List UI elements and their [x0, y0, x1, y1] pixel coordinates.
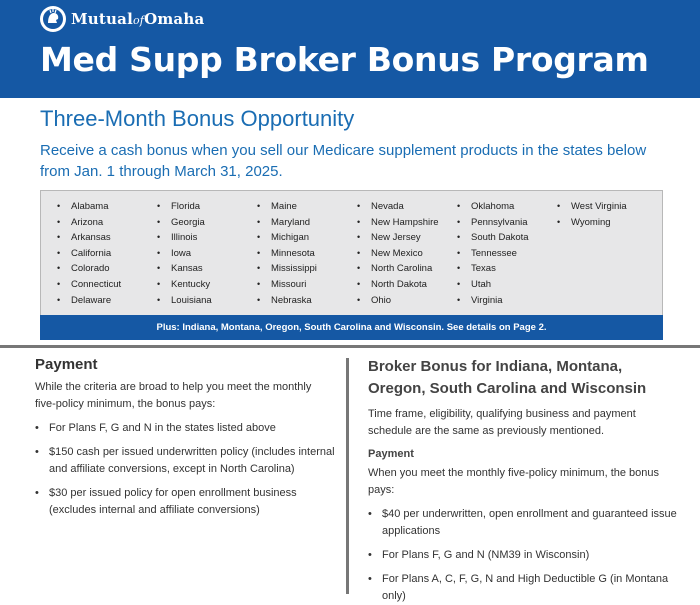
logo-wordmark: MutualofOmaha — [71, 10, 205, 28]
state-item: • Florida — [157, 199, 257, 215]
payment-bullets — [35, 420, 335, 519]
state-column — [157, 199, 257, 308]
state-item: • Minnesota — [257, 246, 357, 262]
indian-head-icon — [40, 6, 66, 32]
states-grid — [57, 199, 657, 308]
state-column — [557, 199, 657, 308]
payment-heading: Payment — [35, 356, 98, 373]
state-item: • South Dakota — [457, 230, 557, 246]
state-item: • Virginia — [457, 293, 557, 309]
list-item: • For Plans A, C, F, G, N and High Deductible G (in Montana only) — [368, 571, 678, 605]
list-item: • For Plans F, G and N in the states listed above — [35, 420, 335, 437]
states-list-box — [40, 190, 663, 340]
state-item: • Nebraska — [257, 293, 357, 309]
state-item: • Pennsylvania — [457, 215, 557, 231]
state-item: • Delaware — [57, 293, 157, 309]
state-item: • Colorado — [57, 261, 157, 277]
state-column — [57, 199, 157, 308]
state-item: • Georgia — [157, 215, 257, 231]
list-item: • $30 per issued policy for open enrollment business (excludes internal and affiliate conversions) — [35, 485, 335, 519]
state-item: • North Carolina — [357, 261, 457, 277]
horizontal-divider — [0, 345, 700, 348]
state-item: • New Jersey — [357, 230, 457, 246]
state-item: • California — [57, 246, 157, 262]
state-item: • Connecticut — [57, 277, 157, 293]
state-item: • New Hampshire — [357, 215, 457, 231]
broker-bonus-heading: Broker Bonus for Indiana, Montana, Oregon, South Carolina and Wisconsin — [368, 358, 647, 397]
state-item: • Maryland — [257, 215, 357, 231]
broker-payment-bullets — [368, 506, 678, 605]
state-item: • Michigan — [257, 230, 357, 246]
state-column — [257, 199, 357, 308]
intro-text: Receive a cash bonus when you sell our Medicare supplement products in the states below from Jan. 1 through March 31, 2025. — [40, 142, 647, 180]
state-item: • Missouri — [257, 277, 357, 293]
state-item: • Wyoming — [557, 215, 657, 231]
state-item: • Kansas — [157, 261, 257, 277]
state-item: • Utah — [457, 277, 557, 293]
state-item: • North Dakota — [357, 277, 457, 293]
state-item: • Maine — [257, 199, 357, 215]
list-item: • $150 cash per issued underwritten policy (includes internal and affiliate conversions, except in North Carolina) — [35, 444, 335, 478]
state-item: • Tennessee — [457, 246, 557, 262]
payment-intro: While the criteria are broad to help you meet the monthly five-policy minimum, the bonus pays: — [35, 381, 312, 410]
list-item: • $40 per underwritten, open enrollment and guaranteed issue applications — [368, 506, 678, 540]
state-item: • New Mexico — [357, 246, 457, 262]
state-item: • Mississippi — [257, 261, 357, 277]
state-item: • Louisiana — [157, 293, 257, 309]
state-item: • Illinois — [157, 230, 257, 246]
state-item: • Iowa — [157, 246, 257, 262]
mutual-of-omaha-logo — [40, 6, 204, 32]
state-item: • Oklahoma — [457, 199, 557, 215]
broker-bonus-section — [368, 356, 678, 605]
state-item: • Texas — [457, 261, 557, 277]
state-column — [357, 199, 457, 308]
header-banner — [0, 0, 700, 98]
plus-states-note: Plus: Indiana, Montana, Oregon, South Carolina and Wisconsin. See details on Page 2. — [40, 315, 663, 340]
state-item: • Arizona — [57, 215, 157, 231]
state-item: • Ohio — [357, 293, 457, 309]
state-column — [457, 199, 557, 308]
page-title: Med Supp Broker Bonus Program — [40, 40, 649, 79]
state-item: • Nevada — [357, 199, 457, 215]
state-item: • Arkansas — [57, 230, 157, 246]
state-item: • Alabama — [57, 199, 157, 215]
state-item: • West Virginia — [557, 199, 657, 215]
section-subtitle: Three-Month Bonus Opportunity — [40, 106, 355, 131]
state-item: • Kentucky — [157, 277, 257, 293]
broker-payment-heading: Payment — [368, 448, 414, 460]
broker-payment-intro: When you meet the monthly five-policy minimum, the bonus pays: — [368, 467, 660, 496]
vertical-divider — [346, 358, 349, 594]
list-item: • For Plans F, G and N (NM39 in Wisconsin) — [368, 547, 678, 564]
broker-bonus-intro: Time frame, eligibility, qualifying business and payment schedule are the same as previously mentioned. — [368, 408, 636, 437]
payment-section — [35, 356, 335, 519]
